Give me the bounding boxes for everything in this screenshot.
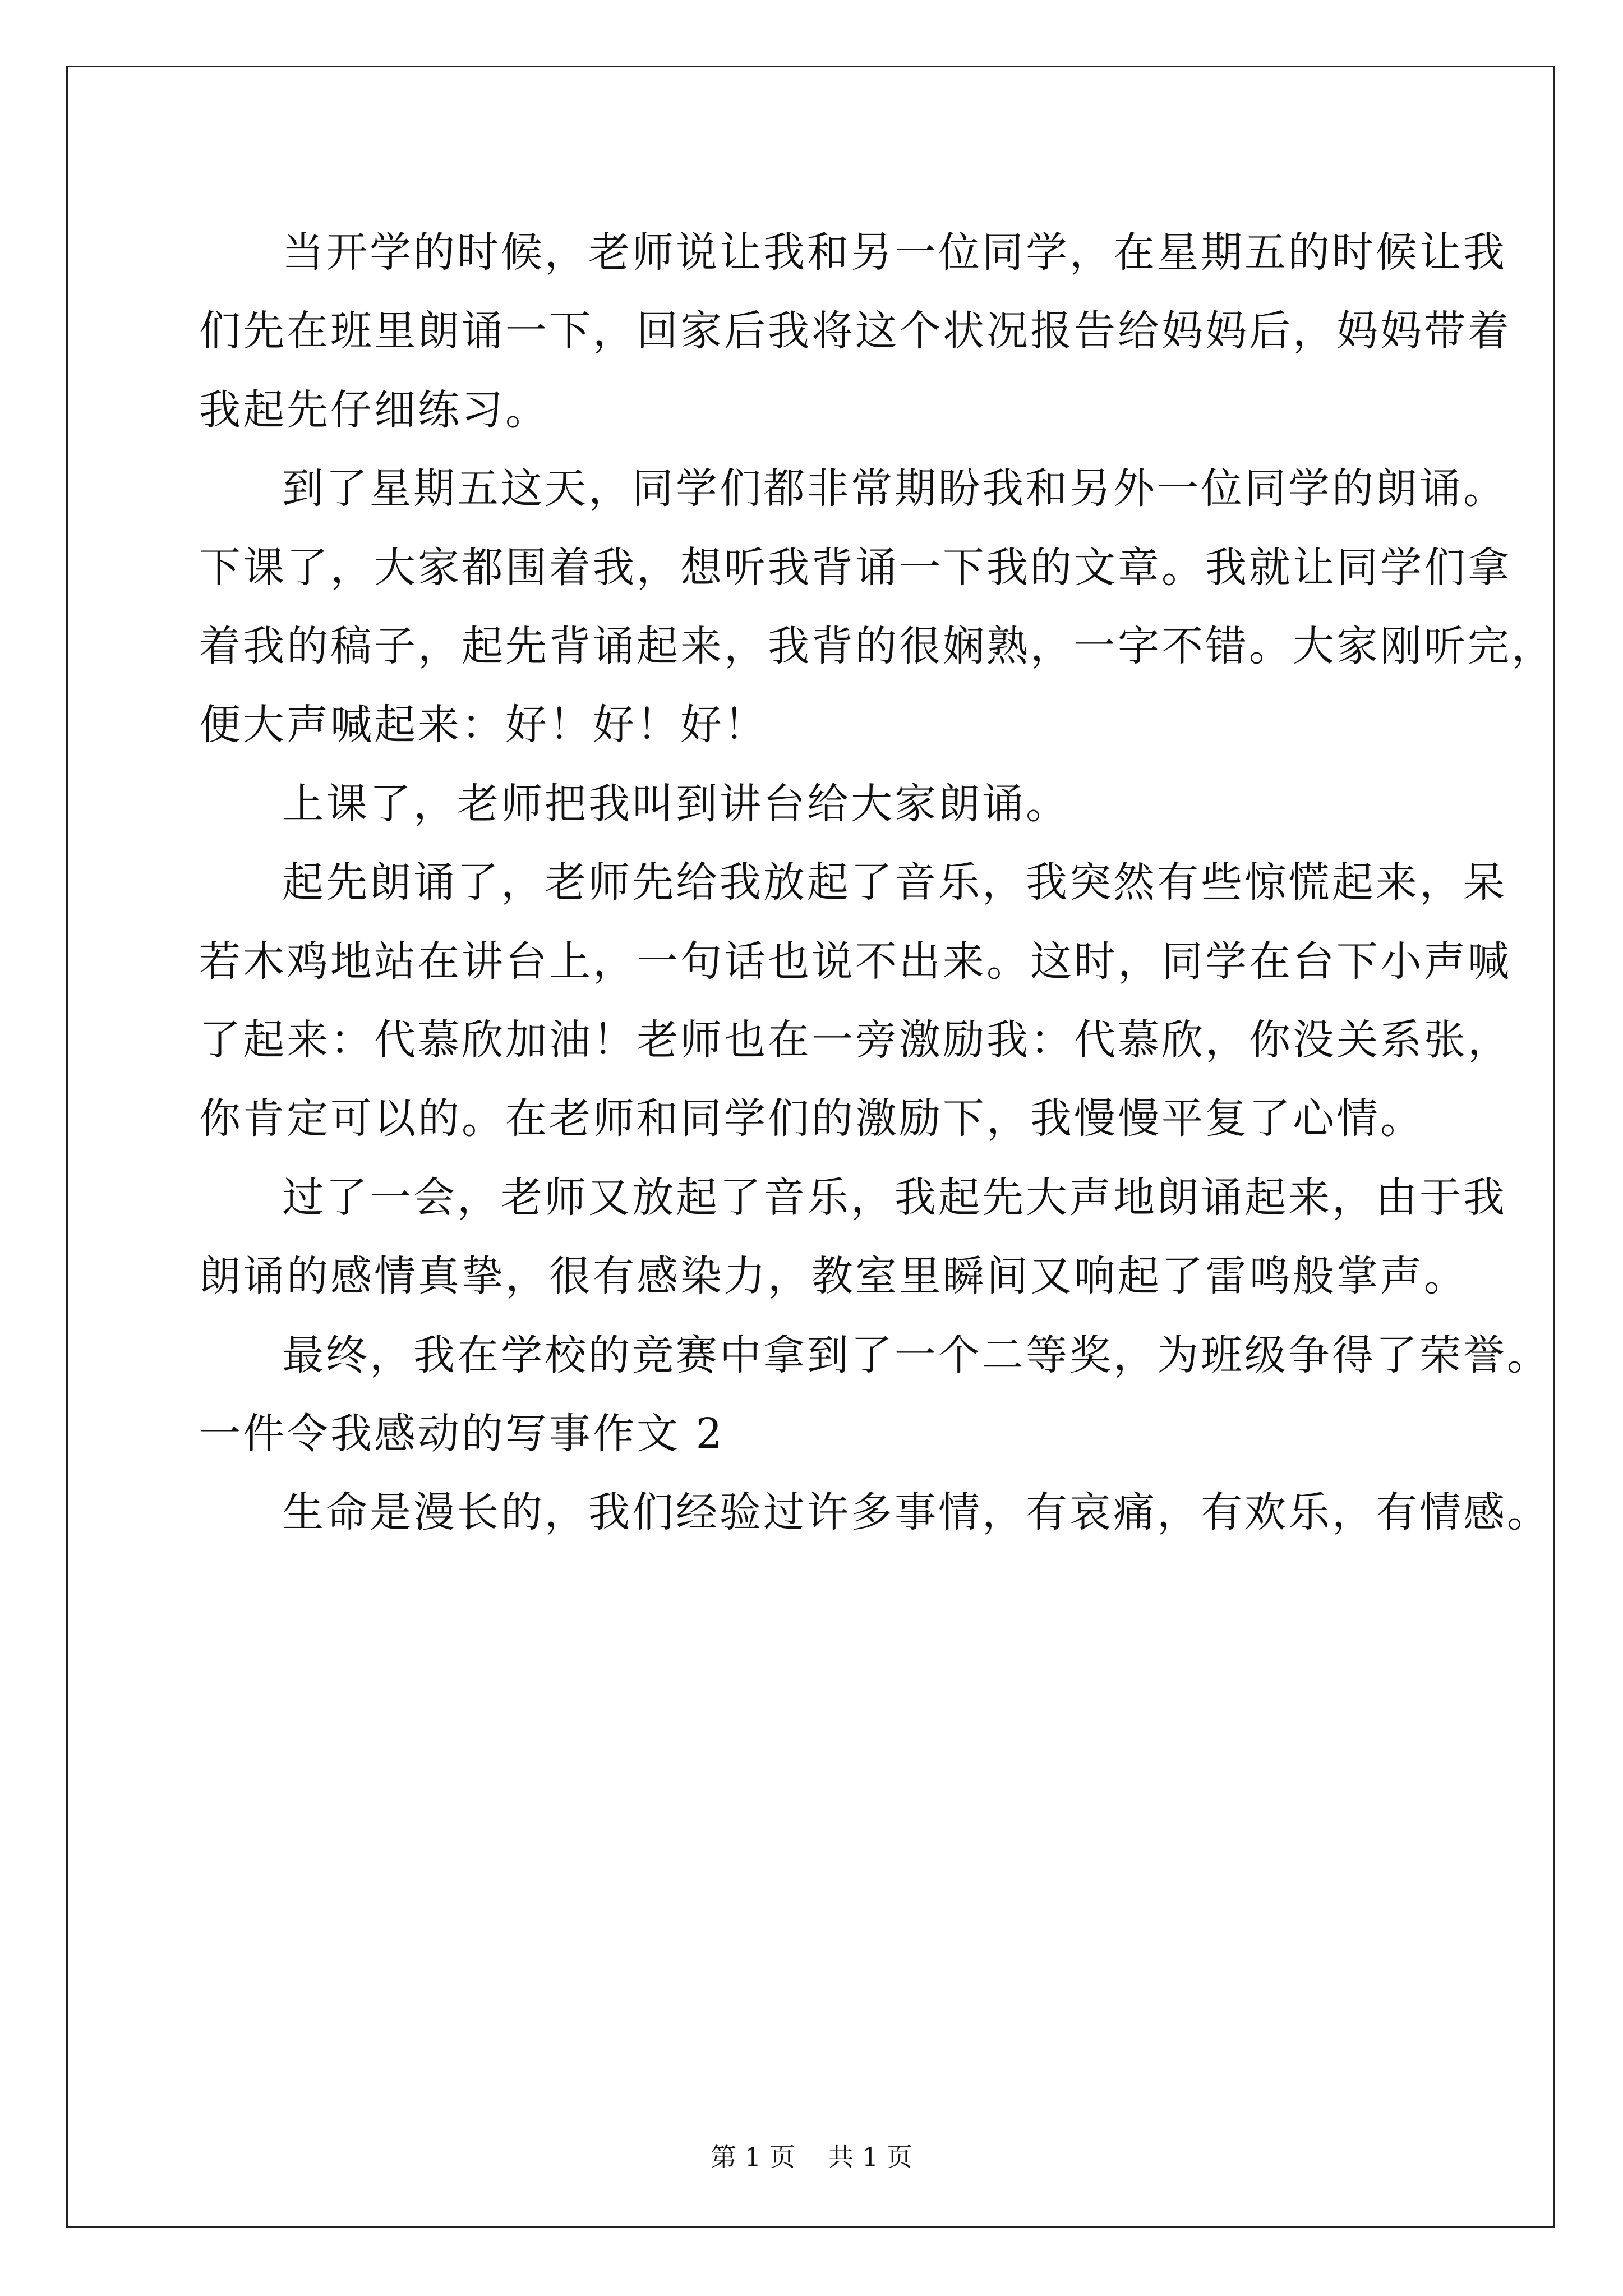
text-line: 最终，我在学校的竞赛中拿到了一个二等奖，为班级争得了荣誉。 xyxy=(282,1331,1551,1379)
text-line: 我起先仔细练习。 xyxy=(199,386,549,434)
text-line: 若木鸡地站在讲台上，一句话也说不出来。这时，同学在台下小声喊 xyxy=(199,937,1511,986)
text-line: 起先朗诵了，老师先给我放起了音乐，我突然有些惊慌起来，呆 xyxy=(282,858,1507,907)
text-line: 们先在班里朗诵一下，回家后我将这个状况报告给妈妈后，妈妈带着 xyxy=(199,307,1511,355)
text-line: 了起来：代慕欣加油！老师也在一旁激励我：代慕欣，你没关系张， xyxy=(199,1016,1511,1064)
section-title: 一件令我感动的写事作文 2 xyxy=(199,1410,725,1458)
text-line: 当开学的时候，老师说让我和另一位同学，在星期五的时候让我 xyxy=(282,228,1507,277)
text-line: 你肯定可以的。在老师和同学们的激励下，我慢慢平复了心情。 xyxy=(199,1094,1424,1143)
text-line: 生命是漫长的，我们经验过许多事情，有哀痛，有欢乐，有情感。 xyxy=(282,1488,1551,1536)
text-line: 朗诵的感情真挚，很有感染力，教室里瞬间又响起了雷鸣般掌声。 xyxy=(199,1252,1468,1300)
text-line: 下课了，大家都围着我，想听我背诵一下我的文章。我就让同学们拿 xyxy=(199,544,1511,592)
page-footer: 第 1 页 共 1 页 xyxy=(711,2142,912,2172)
text-line: 着我的稿子，起先背诵起来，我背的很娴熟，一字不错。大家刚听完， xyxy=(199,622,1555,670)
text-line: 过了一会，老师又放起了音乐，我起先大声地朗诵起来，由于我 xyxy=(282,1174,1507,1222)
text-line: 上课了，老师把我叫到讲台给大家朗诵。 xyxy=(282,780,1069,828)
text-line: 便大声喊起来：好！好！好！ xyxy=(199,701,768,749)
text-line: 到了星期五这天，同学们都非常期盼我和另外一位同学的朗诵。 xyxy=(282,464,1507,513)
